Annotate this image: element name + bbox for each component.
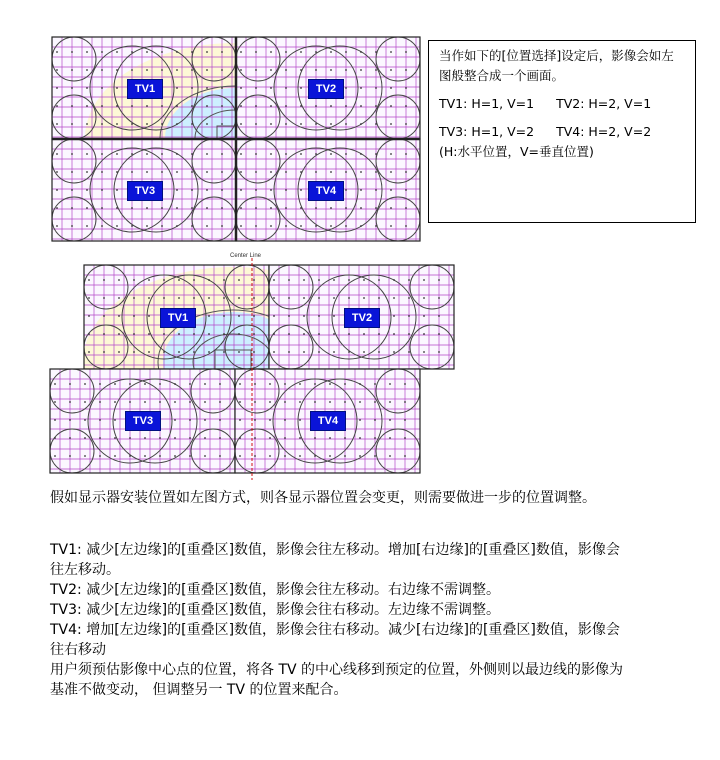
top-tv4-label: TV4 [308, 181, 344, 201]
info-row-2 [439, 122, 685, 142]
info-tv4-position: TV4: H=2, V=2 [556, 124, 652, 139]
info-tv3-position: TV3: H=1, V=2 [439, 124, 535, 139]
info-intro-line2: 图般整合成一个画面。 [439, 68, 565, 83]
bottom-tv1-label: TV1 [160, 308, 196, 328]
info-tv1-position: TV1: H=1, V=1 [439, 96, 535, 111]
info-tv2-position: TV2: H=2, V=1 [556, 96, 652, 111]
center-line-label: Center Line [230, 253, 262, 259]
info-row-1 [439, 94, 685, 114]
paragraph-1: 假如显示器安装位置如左图方式，则各显示器位置会变更，则需要做进一步的位置调整。 [50, 490, 596, 506]
tv3-instruction: TV3: 减少[左边缘]的[重叠区]数值，影像会往右移动。左边缘不需调整。 [50, 602, 501, 618]
instructions [50, 540, 715, 700]
top-tv3-label: TV3 [127, 181, 163, 201]
top-tv2-label: TV2 [308, 79, 344, 99]
tv1-instruction-line1: TV1: 减少[左边缘]的[重叠区]数值，影像会往左移动。增加[右边缘]的[重叠区]数值，影像会 [50, 542, 620, 558]
top-tv1-label: TV1 [127, 79, 163, 99]
info-intro-line1: 当作如下的[位置选择]设定后，影像会如左 [439, 48, 674, 63]
bottom-tv3-label: TV3 [125, 411, 161, 431]
tv2-instruction: TV2: 减少[左边缘]的[重叠区]数值，影像会往左移动。右边缘不需调整。 [50, 582, 501, 598]
bottom-test-pattern [48, 258, 458, 480]
position-setting-info-box [428, 40, 696, 223]
tv4-instruction-line1: TV4: 增加[左边缘]的[重叠区]数值，影像会往右移动。减少[右边缘]的[重叠区]数值，影像会 [50, 622, 620, 638]
bottom-tv2-label: TV2 [344, 308, 380, 328]
final-instruction-line1: 用户须预估影像中心点的位置，将各 TV 的中心线移到预定的位置，外侧则以最边线的影像为 [50, 662, 624, 678]
bottom-test-pattern-figure [48, 258, 458, 480]
tv1-instruction-line2: 往左移动。 [50, 562, 120, 578]
top-test-pattern [51, 36, 421, 242]
top-test-pattern-figure [51, 36, 421, 242]
bottom-tv4-label: TV4 [310, 411, 346, 431]
tv4-instruction-line2: 往右移动 [50, 642, 106, 658]
final-instruction-line2: 基准不做变动， 但调整另一 TV 的位置来配合。 [50, 682, 348, 698]
info-note: (H:水平位置，V=垂直位置) [439, 144, 594, 159]
